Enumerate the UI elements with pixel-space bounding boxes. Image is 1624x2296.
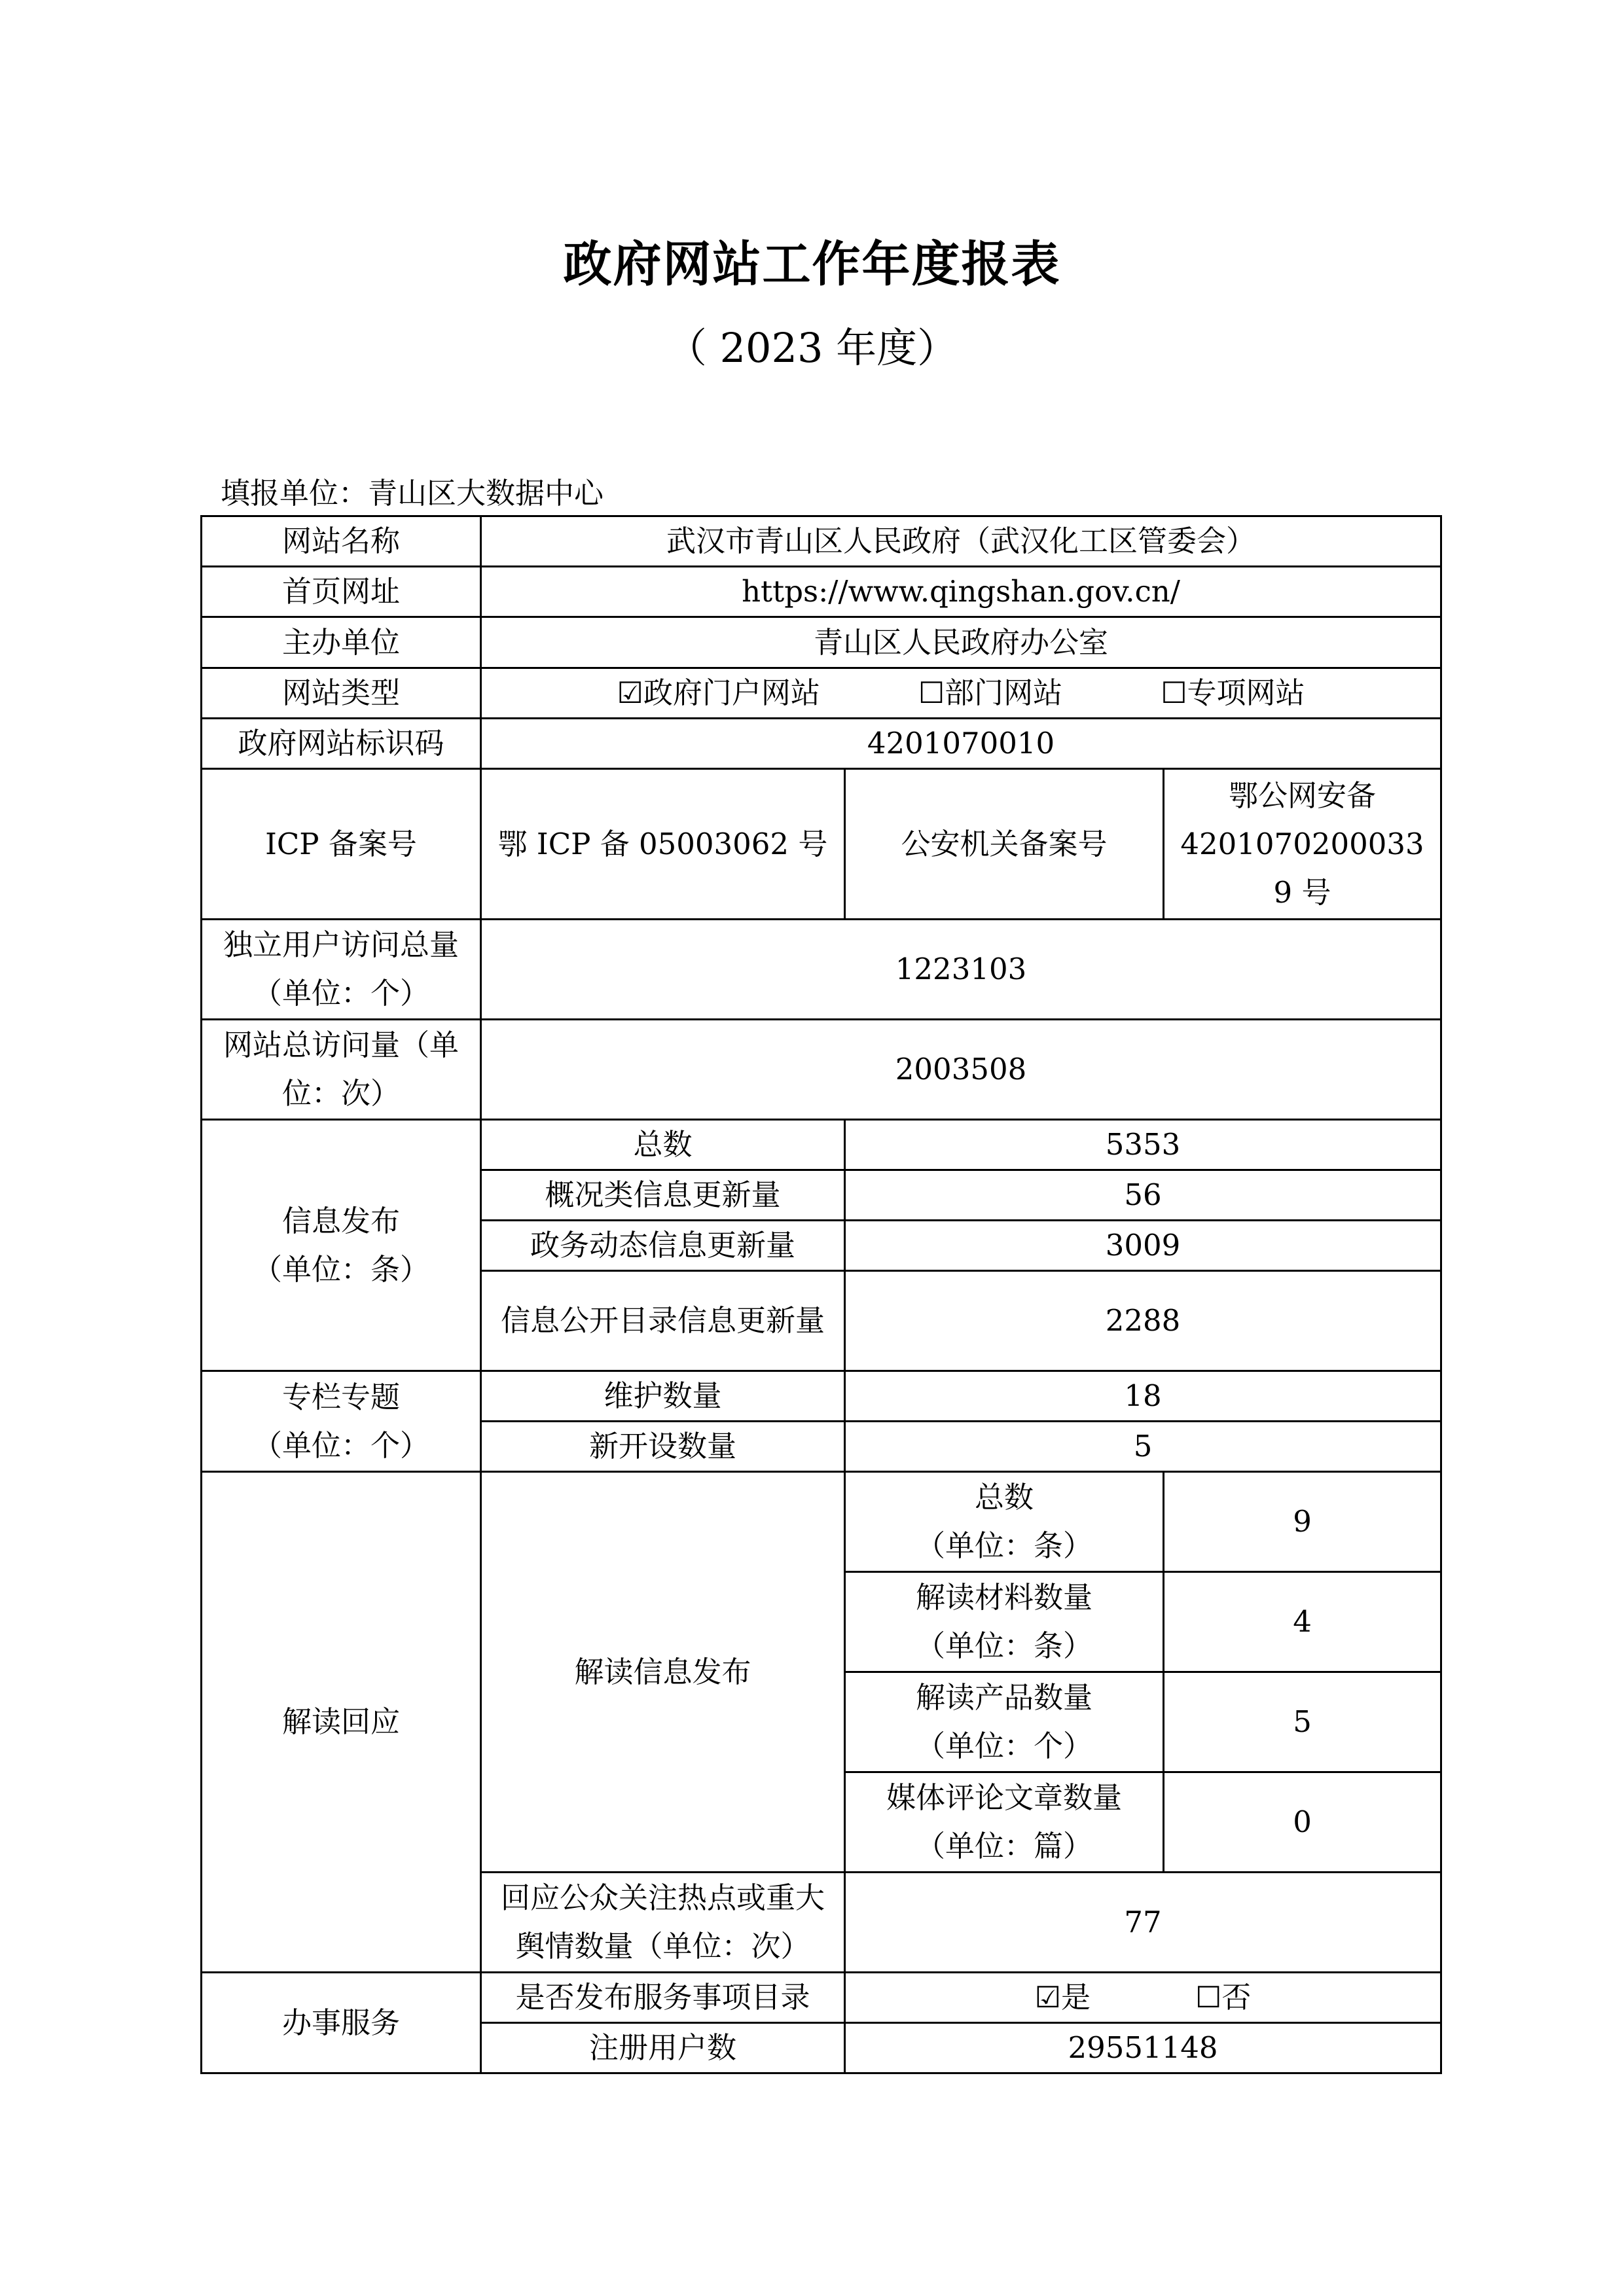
interpretation-label: 解读回应 xyxy=(202,1472,481,1973)
organizer-value: 青山区人民政府办公室 xyxy=(481,617,1441,668)
interp-media-label xyxy=(845,1772,1164,1873)
info-disclosure-label: 信息公开目录信息更新量 xyxy=(481,1271,845,1371)
interp-total-unit: （单位：条） xyxy=(915,1528,1092,1563)
info-total-value: 5353 xyxy=(845,1120,1441,1170)
interp-total-title: 总数 xyxy=(974,1480,1034,1515)
registered-users-label: 注册用户数 xyxy=(481,2023,845,2073)
columns-unit: （单位：个） xyxy=(252,1427,429,1463)
unique-visitors-value: 1223103 xyxy=(481,920,1441,1020)
interpretation-publish-label: 解读信息发布 xyxy=(481,1472,845,1873)
interp-media-unit: （单位：篇） xyxy=(915,1829,1092,1863)
info-publish-label xyxy=(202,1120,481,1371)
service-catalog-options xyxy=(845,1973,1441,2023)
site-code-label: 政府网站标识码 xyxy=(202,719,481,769)
report-title: 政府网站工作年度报表 xyxy=(563,236,1061,293)
table-row xyxy=(202,1371,1441,1422)
checkbox-checked-icon[interactable]: ☑ xyxy=(1034,1980,1061,2015)
police-record-value: 鄂公网安备 42010702000339 号 xyxy=(1164,769,1441,920)
interp-products-label xyxy=(845,1672,1164,1772)
checkbox-empty-icon[interactable]: ☐ xyxy=(918,675,945,710)
table-row xyxy=(202,1973,1441,2023)
icp-label: ICP 备案号 xyxy=(202,769,481,920)
interp-materials-label xyxy=(845,1572,1164,1672)
site-type-option-department: 部门网站 xyxy=(945,675,1063,710)
info-publish-unit: （单位：条） xyxy=(252,1251,429,1287)
interp-media-value: 0 xyxy=(1164,1772,1441,1873)
interp-total-label xyxy=(845,1472,1164,1572)
checkbox-empty-icon[interactable]: ☐ xyxy=(1161,675,1187,710)
checkbox-checked-icon[interactable]: ☑ xyxy=(617,675,643,710)
site-type-label: 网站类型 xyxy=(202,668,481,719)
site-name-value: 武汉市青山区人民政府（武汉化工区管委会） xyxy=(481,516,1441,567)
report-table xyxy=(200,515,1442,2074)
homepage-label: 首页网址 xyxy=(202,567,481,617)
total-visits-value: 2003508 xyxy=(481,1020,1441,1120)
table-row xyxy=(202,668,1441,719)
info-publish-title: 信息发布 xyxy=(281,1203,400,1238)
columns-maintained-value: 18 xyxy=(845,1371,1441,1422)
table-row xyxy=(202,1472,1441,1572)
service-catalog-label: 是否发布服务事项目录 xyxy=(481,1973,845,2023)
info-overview-label: 概况类信息更新量 xyxy=(481,1170,845,1221)
columns-new-value: 5 xyxy=(845,1422,1441,1472)
info-news-value: 3009 xyxy=(845,1221,1441,1271)
response-label: 回应公众关注热点或重大舆情数量（单位：次） xyxy=(481,1873,845,1973)
table-row xyxy=(202,617,1441,668)
table-row xyxy=(202,920,1441,1020)
police-record-label: 公安机关备案号 xyxy=(845,769,1164,920)
service-catalog-no: 否 xyxy=(1221,1980,1252,2015)
interp-total-value: 9 xyxy=(1164,1472,1441,1572)
table-row xyxy=(202,516,1441,567)
info-overview-value: 56 xyxy=(845,1170,1441,1221)
site-name-label: 网站名称 xyxy=(202,516,481,567)
registered-users-value: 29551148 xyxy=(845,2023,1441,2073)
interp-products-value: 5 xyxy=(1164,1672,1441,1772)
reporting-unit xyxy=(221,469,604,512)
report-year: （ 2023 年度） xyxy=(666,324,958,372)
site-type-options xyxy=(481,668,1441,719)
services-label: 办事服务 xyxy=(202,1973,481,2073)
total-visits-label: 网站总访问量（单位：次） xyxy=(202,1020,481,1120)
service-catalog-yes: 是 xyxy=(1060,1980,1091,2015)
interp-media-title: 媒体评论文章数量 xyxy=(886,1780,1122,1815)
icp-value: 鄂 ICP 备 05003062 号 xyxy=(481,769,845,920)
table-row xyxy=(202,567,1441,617)
table-row xyxy=(202,1120,1441,1170)
table-row xyxy=(202,769,1441,920)
info-news-label: 政务动态信息更新量 xyxy=(481,1221,845,1271)
info-total-label: 总数 xyxy=(481,1120,845,1170)
columns-maintained-label: 维护数量 xyxy=(481,1371,845,1422)
interp-materials-unit: （单位：条） xyxy=(915,1628,1092,1663)
table-row xyxy=(202,1020,1441,1120)
reporting-unit-value: 青山区大数据中心 xyxy=(368,476,604,511)
interp-materials-title: 解读材料数量 xyxy=(915,1580,1092,1615)
info-disclosure-value: 2288 xyxy=(845,1271,1441,1371)
response-value: 77 xyxy=(845,1873,1441,1973)
organizer-label: 主办单位 xyxy=(202,617,481,668)
columns-title: 专栏专题 xyxy=(281,1379,400,1414)
interp-materials-value: 4 xyxy=(1164,1572,1441,1672)
homepage-value: https://www.qingshan.gov.cn/ xyxy=(481,567,1441,617)
table-row xyxy=(202,719,1441,769)
unique-visitors-label: 独立用户访问总量（单位：个） xyxy=(202,920,481,1020)
columns-new-label: 新开设数量 xyxy=(481,1422,845,1472)
checkbox-empty-icon[interactable]: ☐ xyxy=(1195,1980,1222,2015)
reporting-unit-label: 填报单位： xyxy=(221,476,369,511)
columns-label xyxy=(202,1371,481,1472)
interp-products-title: 解读产品数量 xyxy=(915,1680,1092,1715)
site-type-option-special: 专项网站 xyxy=(1187,675,1305,710)
site-code-value: 4201070010 xyxy=(481,719,1441,769)
site-type-option-portal: 政府门户网站 xyxy=(643,675,820,710)
interp-products-unit: （单位：个） xyxy=(915,1729,1092,1763)
